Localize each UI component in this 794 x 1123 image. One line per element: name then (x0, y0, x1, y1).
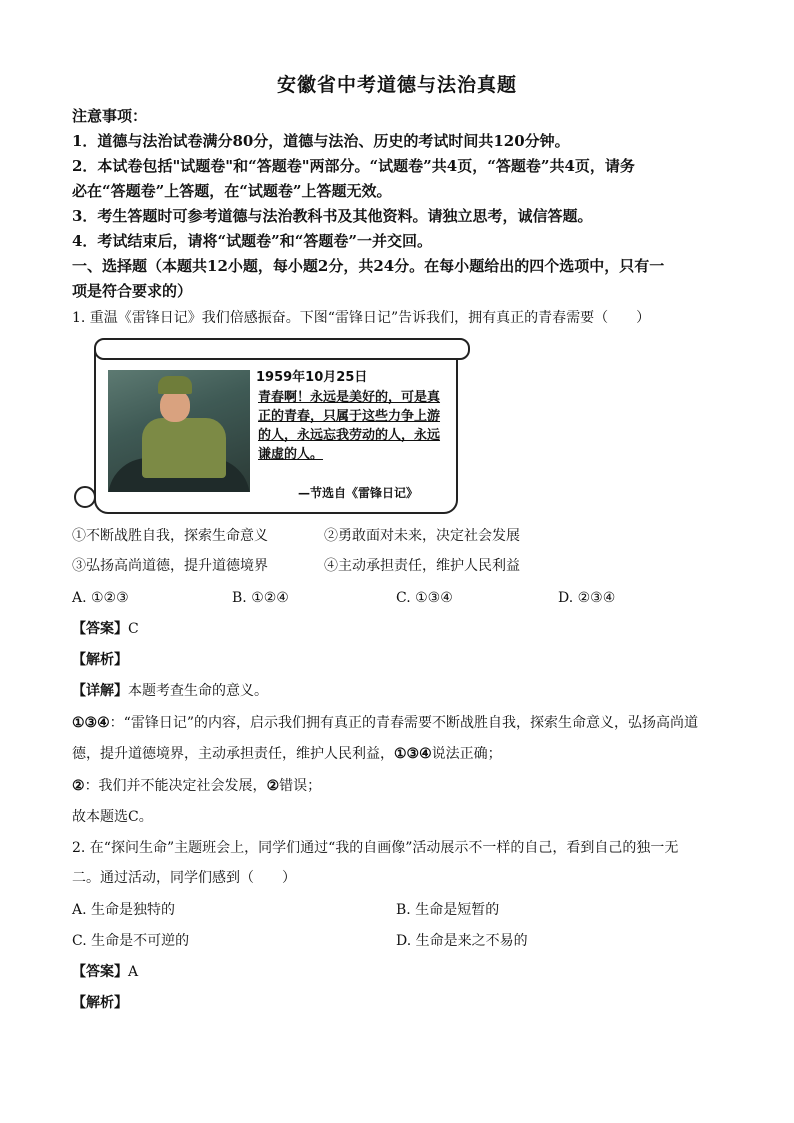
option-a: A. 生命是独特的 (72, 902, 176, 918)
diary-figure (72, 336, 472, 516)
statement: ②勇敢面对未来，决定社会发展 (324, 528, 520, 544)
notice-heading: 注意事项： (72, 107, 148, 125)
section-heading-cont: 项是符合要求的） (72, 282, 193, 300)
analysis-tag: 【解析】 (72, 652, 128, 668)
statement: ①不断战胜自我，探索生命意义 (72, 528, 268, 544)
question-1-stem: 1. 重温《雷锋日记》我们倍感振奋。下图“雷锋日记”告诉我们，拥有真正的青春需要（ ） (72, 310, 651, 326)
answer-line (72, 619, 139, 639)
question-2-stem: 2. 在“探问生命”主题班会上，同学们通过“我的自画像”活动展示不一样的自己，看到自己的独一无 (72, 840, 679, 856)
scroll-roll-top (94, 338, 470, 360)
answer-value: C (128, 621, 139, 637)
option-b: B. 生命是短暂的 (396, 902, 500, 918)
scroll-roll-bottom (74, 486, 96, 508)
notice-item: 3．考生答题时可参考道德与法治教科书及其他资料。请独立思考，诚信答题。 (72, 207, 593, 225)
statement: ③弘扬高尚道德，提升道德境界 (72, 558, 268, 574)
page-title: 安徽省中考道德与法治真题 (276, 74, 517, 96)
option-b: B. ①②④ (232, 590, 289, 606)
answer-value: A (128, 964, 139, 980)
answer-tag: 【答案】 (72, 621, 128, 637)
notice-item: 4．考试结束后，请将“试题卷”和“答题卷”一并交回。 (72, 232, 432, 250)
detail-line: 【详解】本题考查生命的意义。 (72, 683, 268, 699)
diary-source: —节选自《雷锋日记》 (298, 486, 419, 500)
option-d: D. 生命是来之不易的 (396, 933, 528, 949)
analysis-tag: 【解析】 (72, 995, 128, 1011)
explanation-line: 德，提升道德境界，主动承担责任，维护人民利益，①③④说法正确； (72, 746, 502, 762)
question-2-stem-cont: 二。通过活动，同学们感到（ ） (72, 870, 296, 886)
answer-line (72, 962, 138, 982)
diary-date: 1959年10月25日 (256, 370, 368, 385)
notice-item: 必在“答题卷”上答题，在“试题卷”上答题无效。 (72, 182, 392, 200)
diary-quote: 青春啊！永远是美好的，可是真正的青春，只属于这些力争上游的人，永远忘我劳动的人，永远谦虚的人。 (258, 390, 441, 462)
statement: ④主动承担责任，维护人民利益 (324, 558, 520, 574)
explanation-line: ②：我们并不能决定社会发展，②错误； (72, 778, 322, 794)
option-a: A. ①②③ (72, 590, 129, 606)
notice-item: 2．本试卷包括"试题卷"和“答题卷"两部分。“试题卷”共4页，“答题卷”共4页，请务 (72, 157, 635, 175)
answer-tag: 【答案】 (72, 964, 128, 980)
section-heading: 一、选择题（本题共12小题，每小题2分，共24分。在每小题给出的四个选项中，只有一 (72, 257, 665, 275)
lei-feng-photo (108, 370, 250, 492)
conclusion: 故本题选C。 (72, 809, 153, 825)
option-d: D. ②③④ (558, 590, 616, 606)
notice-item: 1．道德与法治试卷满分80分，道德与法治、历史的考试时间共120分钟。 (72, 132, 570, 150)
option-c: C. ①③④ (396, 590, 453, 606)
option-c: C. 生命是不可逆的 (72, 933, 190, 949)
explanation-line: ①③④：“雷锋日记”的内容，启示我们拥有真正的青春需要不断战胜自我，探索生命意义，弘扬高尚道 (72, 715, 698, 731)
